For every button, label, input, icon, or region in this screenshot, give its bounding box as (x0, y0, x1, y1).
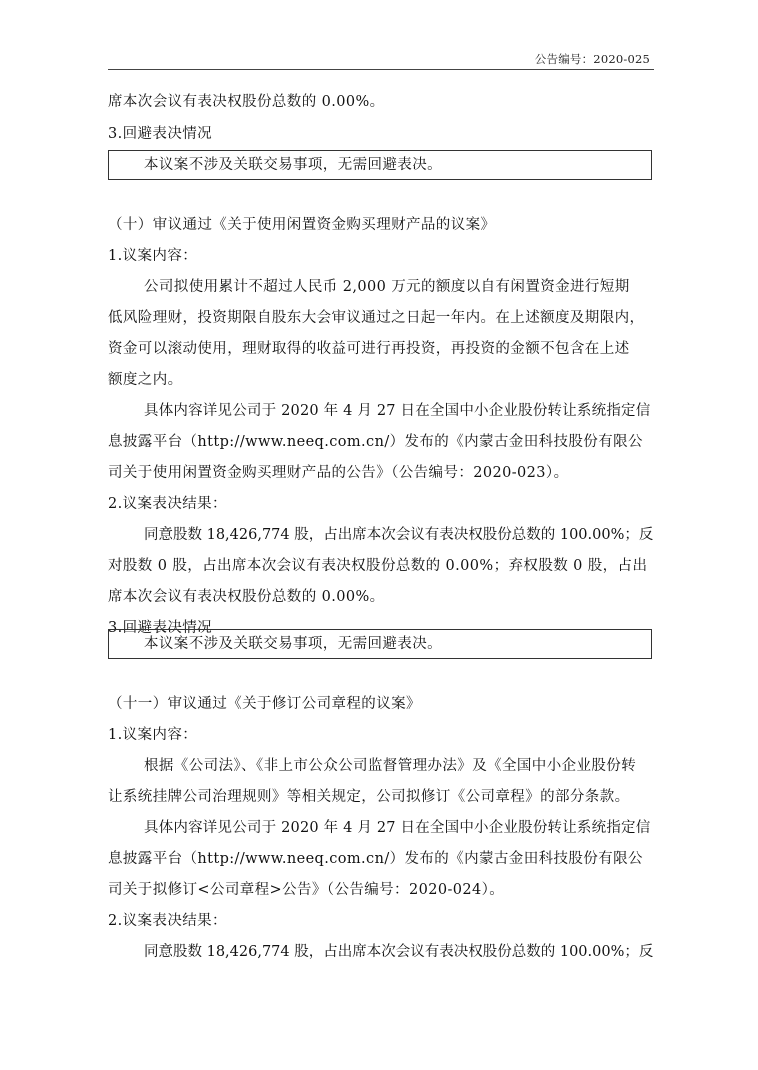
paragraph-line: 公司拟使用累计不超过人民币 2,000 万元的额度以自有闲置资金进行短期 (144, 279, 630, 295)
section-heading: （十）审议通过《关于使用闲置资金购买理财产品的议案》 (108, 217, 496, 233)
paragraph-line: 额度之内。 (108, 372, 183, 388)
paragraph-line: 根据《公司法》、《非上市公众公司监督管理办法》及《全国中小企业股份转 (144, 758, 637, 774)
paragraph-line: 席本次会议有表决权股份总数的 0.00%。 (108, 94, 385, 110)
avoidance-box (108, 150, 652, 180)
paragraph-line: 席本次会议有表决权股份总数的 0.00%。 (108, 589, 385, 605)
paragraph-line: 资金可以滚动使用，理财取得的收益可进行再投资，再投资的金额不包含在上述 (108, 341, 630, 357)
subsection-heading: 2.议案表决结果： (108, 913, 227, 929)
paragraph-line: 同意股数 18,426,774 股，占出席本次会议有表决权股份总数的 100.00%；反 (144, 944, 654, 960)
paragraph-line: 司关于使用闲置资金购买理财产品的公告》（公告编号：2020-023）。 (108, 465, 569, 481)
section-heading: （十一）审议通过《关于修订公司章程的议案》 (108, 696, 421, 712)
paragraph-line: 让系统挂牌公司治理规则》等相关规定，公司拟修订《公司章程》的部分条款。 (108, 789, 630, 805)
subsection-heading: 3.回避表决情况 (108, 620, 213, 636)
paragraph-line: 同意股数 18,426,774 股，占出席本次会议有表决权股份总数的 100.00%；反 (144, 527, 654, 543)
header-divider (108, 69, 654, 70)
subsection-heading: 2.议案表决结果： (108, 496, 227, 512)
paragraph-line: 具体内容详见公司于 2020 年 4 月 27 日在全国中小企业股份转让系统指定信 (144, 403, 651, 419)
paragraph-line: 低风险理财，投资期限自股东大会审议通过之日起一年内。在上述额度及期限内， (108, 310, 645, 326)
avoidance-box (108, 629, 652, 659)
subsection-heading: 1.议案内容： (108, 248, 198, 264)
paragraph-line: 具体内容详见公司于 2020 年 4 月 27 日在全国中小企业股份转让系统指定信 (144, 820, 651, 836)
paragraph-line: 对股数 0 股，占出席本次会议有表决权股份总数的 0.00%；弃权股数 0 股，占出 (108, 558, 648, 574)
avoidance-text: 本议案不涉及关联交易事项，无需回避表决。 (144, 636, 442, 652)
subsection-heading: 3.回避表决情况 (108, 126, 213, 142)
paragraph-line: 司关于拟修订<公司章程>公告》（公告编号：2020-024）。 (108, 882, 505, 898)
paragraph-line: 息披露平台（http://www.neeq.com.cn/）发布的《内蒙古金田科技股份有限公 (108, 851, 643, 867)
notice-number: 公告编号：2020-025 (534, 52, 650, 66)
subsection-heading: 1.议案内容： (108, 727, 198, 743)
avoidance-text: 本议案不涉及关联交易事项，无需回避表决。 (144, 157, 442, 173)
paragraph-line: 息披露平台（http://www.neeq.com.cn/）发布的《内蒙古金田科技股份有限公 (108, 434, 643, 450)
